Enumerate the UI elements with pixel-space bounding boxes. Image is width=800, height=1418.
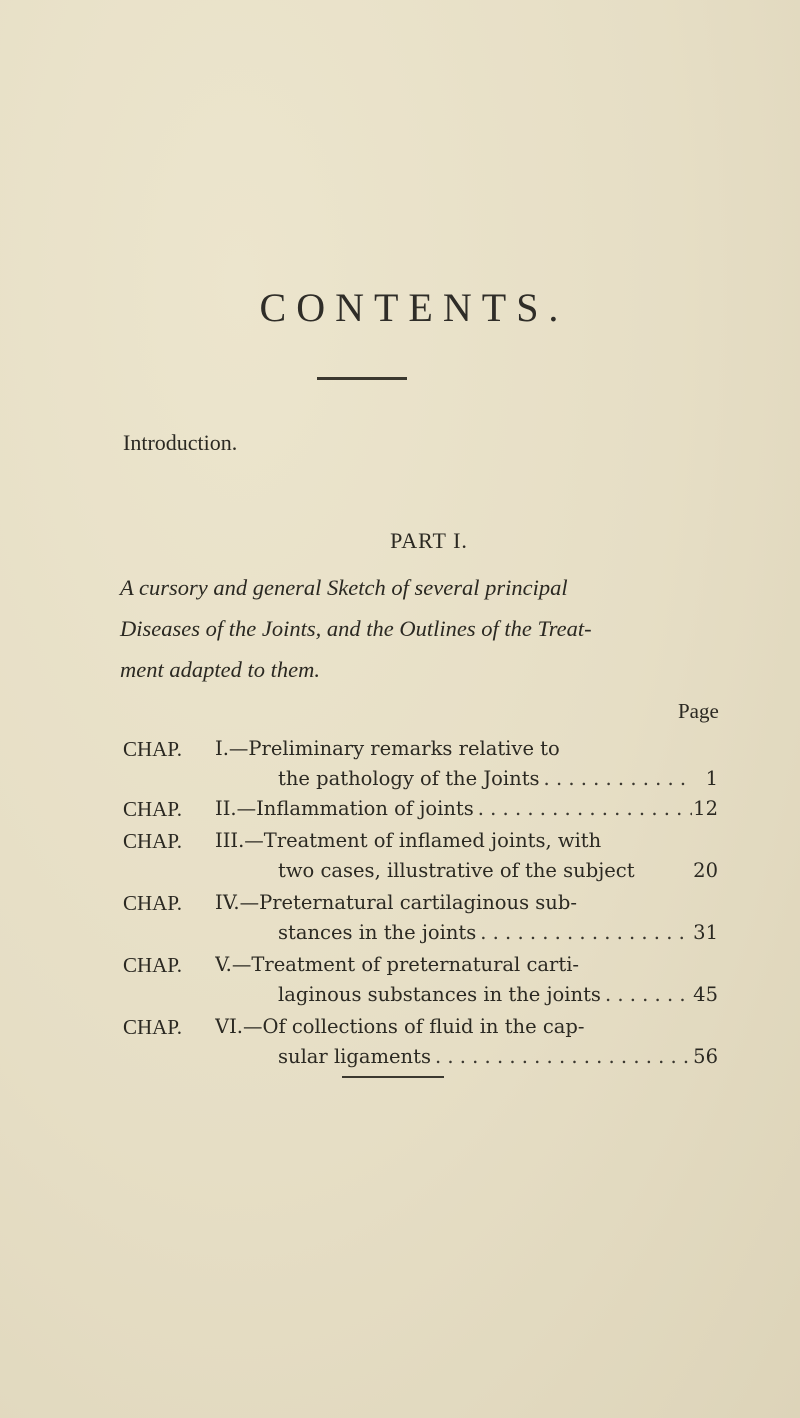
chapter-title-line1: VI.—Of collections of fluid in the cap- — [215, 1015, 585, 1038]
leader-dots — [601, 980, 692, 1010]
chapter-page-number: 45 — [693, 983, 718, 1006]
leader-dots — [540, 764, 692, 794]
chapter-title-line2: stances in the joints — [278, 921, 477, 944]
chapter-title-line1: I.—Preliminary remarks relative to — [215, 737, 560, 760]
toc-entry-chapter-3 — [123, 826, 718, 886]
page-column-heading: Page — [678, 699, 719, 723]
chapter-title-line2: sular ligaments — [278, 1045, 431, 1068]
chapter-title-line1: II.—Inflammation of joints — [215, 797, 474, 820]
chapter-label: CHAP. — [123, 953, 182, 977]
toc-entry-chapter-1 — [123, 734, 718, 794]
chapter-title-line2: the pathology of the Joints — [278, 767, 540, 790]
part-heading: PART I. — [390, 528, 468, 553]
chapter-title-line1: IV.—Preternatural cartilaginous sub- — [215, 891, 577, 914]
closing-rule — [342, 1076, 444, 1078]
leader-dots — [431, 1042, 692, 1072]
toc-entry-chapter-5 — [123, 950, 718, 1010]
toc-entry-chapter-2 — [123, 794, 718, 824]
chapter-label: CHAP. — [123, 891, 182, 915]
chapter-label: CHAP. — [123, 737, 182, 761]
chapter-page-number: 31 — [693, 921, 718, 944]
leader-dots — [476, 918, 692, 948]
chapter-page-number: 1 — [705, 767, 718, 790]
page-title: CONTENTS. — [259, 285, 569, 330]
toc-entry-chapter-6 — [123, 1012, 718, 1072]
chapter-page-number: 12 — [693, 797, 718, 820]
leader-dots — [474, 794, 692, 824]
chapter-page-number: 56 — [693, 1045, 718, 1068]
toc-entry-chapter-4 — [123, 888, 718, 948]
chapter-title-line2: two cases, illustrative of the subject — [278, 859, 635, 882]
chapter-title-line1: III.—Treatment of inflamed joints, with — [215, 829, 602, 852]
chapter-title-line1: V.—Treatment of preternatural carti- — [215, 953, 580, 976]
chapter-page-number: 20 — [693, 859, 718, 882]
chapter-title-line2: laginous substances in the joints — [278, 983, 601, 1006]
title-rule — [317, 377, 407, 380]
part-subtitle: A cursory and general Sketch of several principal Diseases of the Joints, and the Outlines of the Treat- ment adapted to them. — [120, 575, 592, 682]
introduction-entry: Introduction. — [123, 430, 238, 455]
chapter-label: CHAP. — [123, 829, 182, 853]
chapter-label: CHAP. — [123, 797, 182, 821]
chapter-label: CHAP. — [123, 1015, 182, 1039]
